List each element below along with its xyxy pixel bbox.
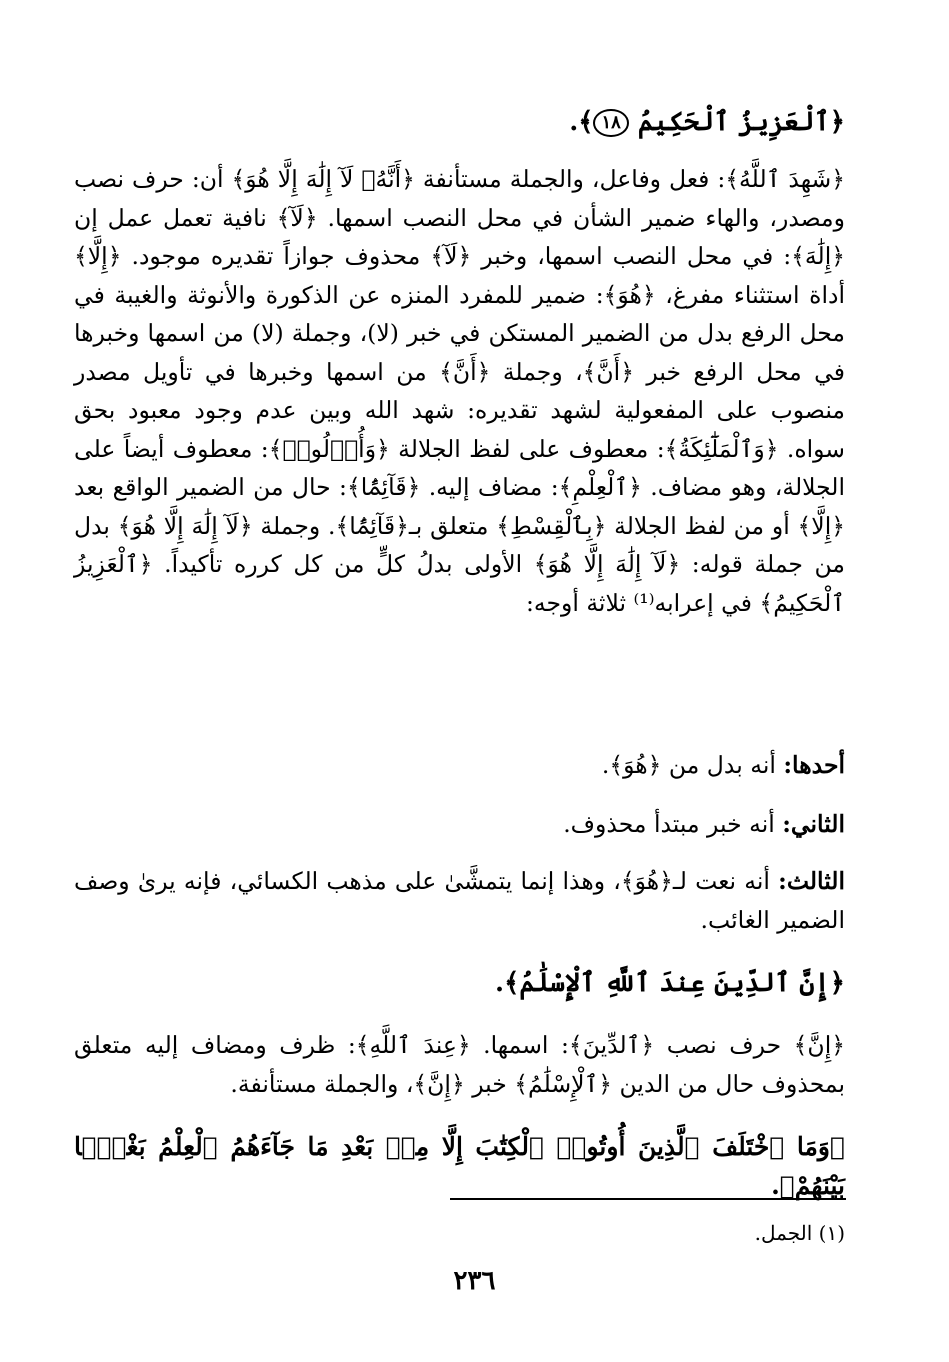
paragraph-text: ﴿شَهِدَ ٱللَّهُ﴾: فعل وفاعل، والجملة مستأنفة ﴿أَنَّهُۥ لَآ إِلَٰهَ إِلَّا هُوَ﴾ أن: حرف نصب ومصدر، والهاء ضمير الشأن في محل النصب اسمها. ﴿لَآ﴾ نافية تعمل عمل إن ﴿إِلَٰهَ﴾: في محل النصب اسمها، وخبر ﴿لَآ﴾ محذوف جوازاً تقديره موجود. ﴿إِلَّا﴾ أداة استثناء مفرغ، ﴿هُوَ﴾: ضمير للمفرد المنزه عن الذكورة والأنوثة والغيبة في محل الرفع بدل من الضمير المستكن في خبر (لا)، وجملة (لا) من اسمها وخبرها في محل الرفع خبر ﴿أَنَّ﴾، وجملة ﴿أَنَّ﴾ من اسمها وخبرها في تأويل مصدر منصوب على المفعولية لشهد تقديره: شهد الله وبين عدم وجود معبود بحق سواه. ﴿وَٱلْمَلَٰٓئِكَةُ﴾: معطوف على لفظ الجلالة ﴿وَأُو۟لُوا۟﴾: معطوف أيضاً على الجلالة، وهو مضاف. ﴿ٱلْعِلْمِ﴾: مضاف إليه. ﴿قَآئِمًۢا﴾: حال من الضمير الواقع بعد ﴿إِلَّا﴾ أو من لفظ الجلالة ﴿بِٱلْقِسْطِ﴾ متعلق بـ﴿قَآئِمًۢا﴾. وجملة ﴿لَآ إِلَٰهَ إِلَّا هُوَ﴾ بدل من جملة قوله: ﴿لَآ إِلَٰهَ إِلَّا هُوَ﴾ الأولى بدلُ كلٍّ من كل كرره تأكيداً. ﴿ٱلْعَزِيزُ ٱلْحَكِيمُ﴾ في إعرابه⁽¹⁾ ثلاثة أوجه: — [74, 165, 845, 617]
page-number: ٢٣٦ — [453, 1266, 496, 1296]
analysis-paragraph-2: ﴿إِنَّ﴾ حرف نصب ﴿ٱلدِّينَ﴾: اسمها. ﴿عِندَ ٱللَّهِ﴾: ظرف ومضاف إليه متعلق بمحذوف حال من الدين ﴿ٱلْإِسْلَٰمُ﴾ خبر ﴿إِنَّ﴾، والجملة مستأنفة. — [74, 1031, 845, 1098]
option-label: الثاني: — [782, 810, 845, 838]
option-label: الثالث: — [778, 867, 845, 895]
option-third — [74, 862, 845, 939]
option-label: أحدها: — [783, 751, 845, 779]
option-second — [74, 805, 845, 844]
footnote-divider — [450, 1198, 846, 1200]
verse-heading — [74, 104, 845, 140]
verse-quote-3: ﴿وَمَا ٱخْتَلَفَ ٱلَّذِينَ أُوتُوا۟ ٱلْكِتَٰبَ إِلَّا مِنۢ بَعْدِ مَا جَآءَهُمُ ٱلْعِلْمُ بَغْيًۢا بَيْنَهُمْ﴾. — [74, 1132, 845, 1200]
verse-number-badge: ١٨ — [593, 109, 628, 137]
option-first — [74, 746, 845, 785]
verse-end-text: ﴿ٱلْعَزِيزُ ٱلْحَكِيمُ — [637, 107, 845, 137]
verse-quote-2: ﴿إِنَّ ٱلدِّينَ عِندَ ٱللَّهِ ٱلْإِسْلَٰمُ﴾. — [495, 968, 845, 998]
option-text: أنه نعت لـ﴿هُوَ﴾، وهذا إنما يتمشَّىٰ على مذهب الكسائي، فإنه يرىٰ وصف الضمير الغائب. — [74, 867, 845, 934]
option-text: أنه بدل من ﴿هُوَ﴾. — [601, 751, 784, 779]
option-text: أنه خبر مبتدأ محذوف. — [563, 810, 783, 838]
footnote: (١) الجمل. — [754, 1221, 845, 1245]
verse-close: ﴾. — [569, 107, 594, 137]
analysis-paragraph-1 — [74, 160, 845, 622]
